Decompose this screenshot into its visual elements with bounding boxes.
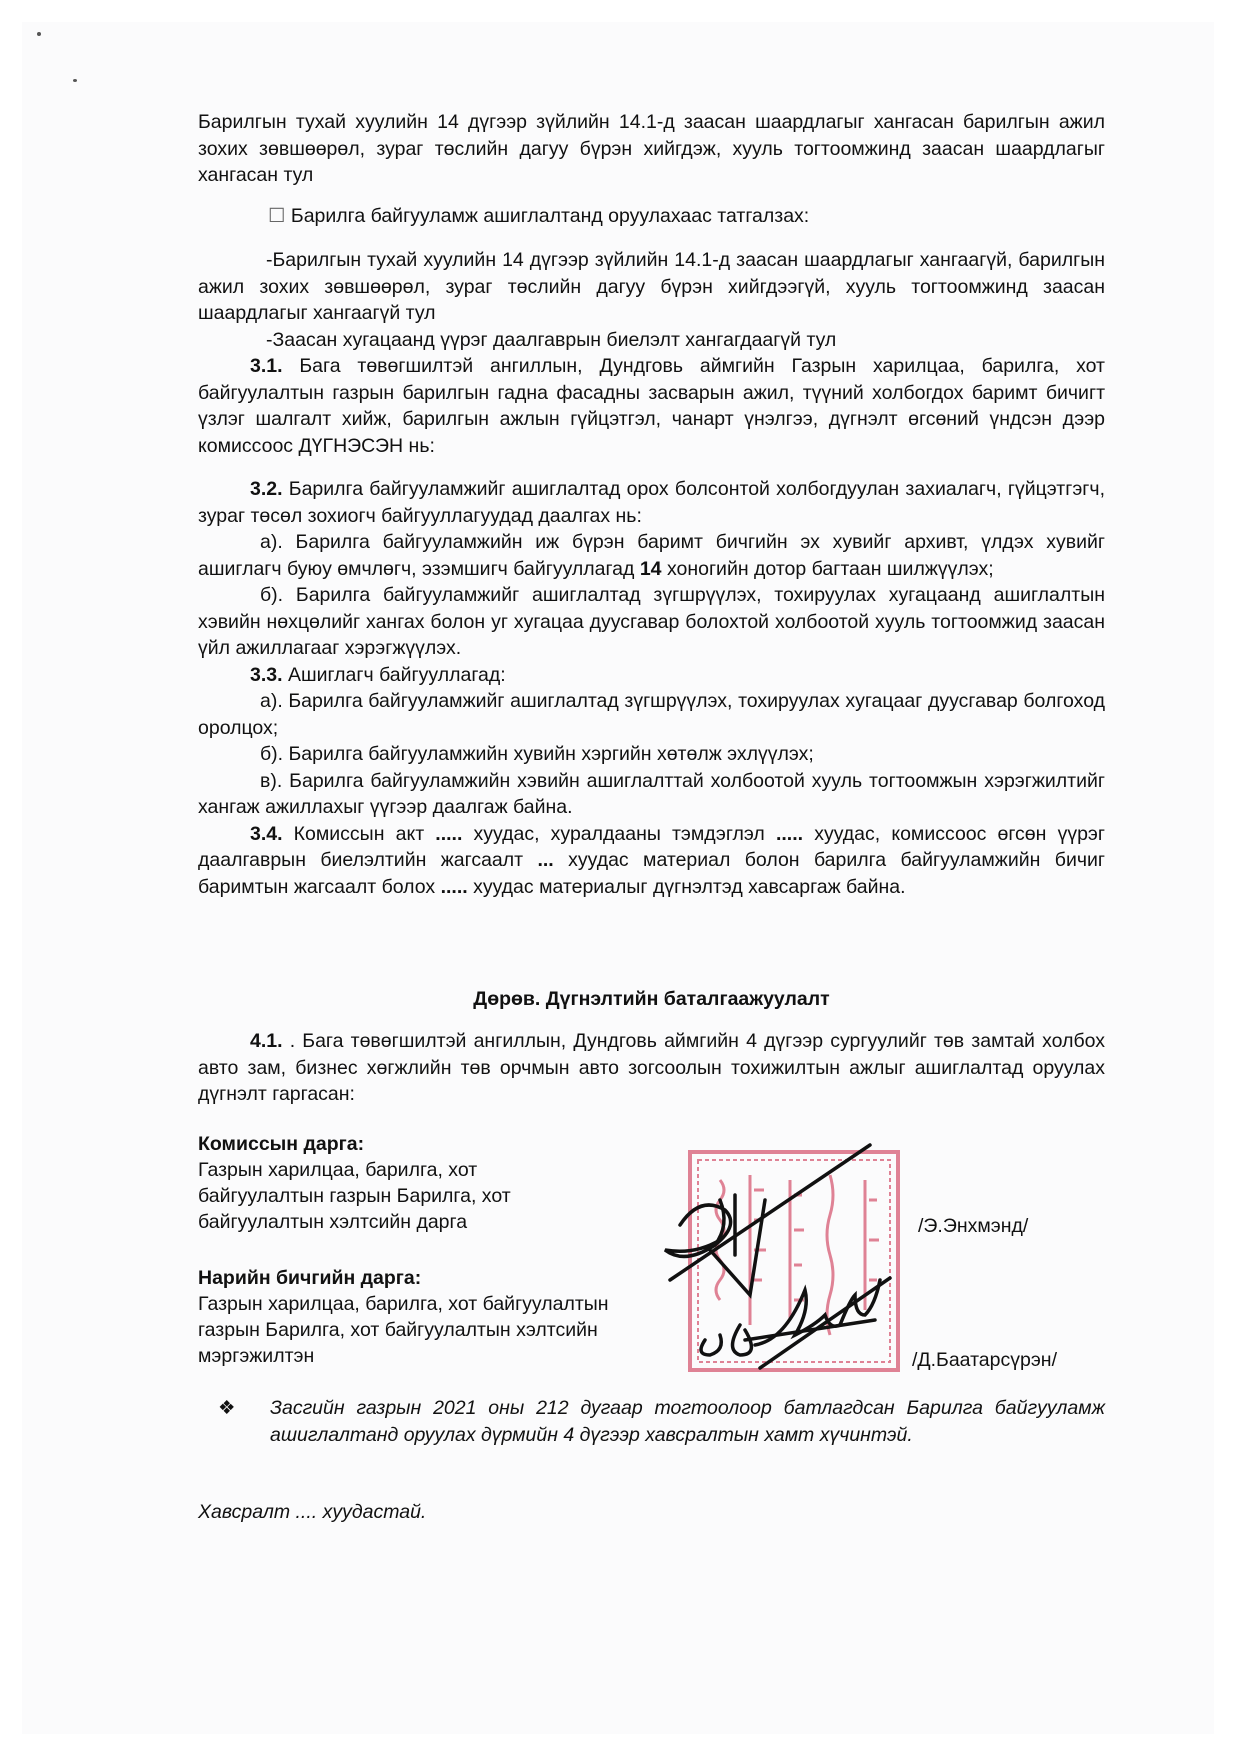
days-count: 14 — [639, 557, 662, 580]
intro-paragraph — [198, 109, 1105, 189]
section-number: 3.2. — [250, 478, 283, 500]
secretary-block — [198, 1265, 609, 1369]
stamp-and-signatures — [650, 1140, 930, 1400]
checkbox-icon: ☐ — [268, 205, 286, 227]
paragraph-text: Бага төвөгшилтэй ангиллын, Дундговь аймгийн Газрын харилцаа, барилга, хот байгуулалтын газрын барилгын гадна фасадны засварын ажил, түүний холбогдох баримт бичигт үзлэг шалгалт хийж, барилгын ажлын гүйцэтгэл, чанарт үнэлгээ, дүгнэлт өгсөний үндсэн дээр комиссоос ДҮГНЭСЭН нь: — [198, 355, 1105, 457]
paragraph-text: Барилгын тухай хуулийн 14 дүгээр зүйлийн 14.1-д заасан шаардлагыг хангасан барилгын ажил зохих зөвшөөрөл, зураг төслийн дагуу бүрэн хийгдэж, хууль тогтоомжинд заасан шаардлагыг хангасан тул — [198, 111, 1105, 186]
item-a-text: а). Барилга байгууламжийг ашиглалтад зүгшрүүлэх, тохируулах хугацааг дуусгавар болгоход оролцох; — [198, 690, 1105, 739]
section-4-1 — [198, 1028, 1105, 1108]
chair-signature — [665, 1145, 870, 1295]
reason-1: -Барилгын тухай хуулийн 14 дүгээр зүйлийн 14.1-д заасан шаардлагыг хангаагүй, барилгын ажил зохих зөвшөөрөл, зураг төслийн дагуу бүрэн хийгдээгүй, хууль тогтоомжинд заасан шаардлагыг хангаагүй тул — [198, 249, 1105, 324]
reason-2: -Заасан хугацаанд үүрэг даалгаврын биелэлт хангагдаагүй тул — [266, 328, 837, 351]
reject-heading — [198, 203, 1105, 230]
section-number: 3.1. — [250, 355, 283, 377]
secretary-position: Газрын харилцаа, барилга, хот байгуулалтын — [198, 1293, 609, 1315]
item-c-text: в). Барилга байгууламжийн хэвийн ашиглалттай холбоотой хууль тогтоомжын хэрэгжилтийг хангаж ажиллахыг үүгээр даалгаж байна. — [198, 769, 1105, 818]
footnote-text: Засгийн газрын 2021 оны 212 дугаар тогтоолоор батлагдсан Барилга байгууламж ашиглалтанд оруулах дүрмийн 4 дүгээр хавсралтын хамт хүчинтэй. — [270, 1397, 1105, 1446]
chair-block — [198, 1131, 511, 1235]
footnote — [218, 1395, 1105, 1448]
chair-position: байгуулалтын хэлтсийн дарга — [198, 1211, 468, 1233]
attachment-note: Хавсралт .... хуудастай. — [198, 1501, 427, 1523]
section-number: 3.4. — [250, 822, 283, 845]
chair-title: Комиссын дарга: — [198, 1133, 365, 1155]
bullet-icon: ❖ — [218, 1397, 236, 1419]
item-a-text-end: хоногийн дотор багтаан шилжүүлэх; — [661, 557, 994, 580]
chair-name: /Э.Энхмэнд/ — [918, 1215, 1029, 1237]
secretary-title: Нарийн бичгийн дарга: — [198, 1267, 422, 1289]
secretary-position: газрын Барилга, хот байгуулалтын хэлтсийн — [198, 1319, 598, 1341]
section-4-heading: Дөрөв. Дүгнэлтийн баталгаажуулалт — [473, 988, 830, 1010]
chair-position: Газрын харилцаа, барилга, хот — [198, 1159, 478, 1181]
reject-reasons — [198, 247, 1105, 353]
scan-speck — [73, 79, 77, 82]
section-number: 4.1. — [250, 1030, 283, 1052]
section-number: 3.3. — [250, 663, 283, 686]
scan-speck — [37, 32, 41, 36]
chair-position: байгуулалтын газрын Барилга, хот — [198, 1185, 511, 1207]
secretary-name: /Д.Баатарсүрэн/ — [912, 1349, 1057, 1371]
paragraph-text: Ашиглагч байгууллагад: — [282, 663, 506, 686]
section-3-2: 3.2. Барилга байгууламжийг ашиглалтад орох болсонтой холбогдуулан захиалагч, гүйцэтгэгч, зураг төсөл зохиогч байгууллагуудад даалгах нь: а). Барилга байгууламжийн иж бүрэн баримт бичгийн эх хувийг архивт, үлдэх хувийг ашиглагч буюу өмчлөгч, эзэмшигч байгууллагад 14 хоногийн дотор багтаан шилжүүлэх; б). Барилга байгууламжийг ашиглалтад зүгшрүүлэх, тохируулах хугацаанд ашиглалтын хэвийн нөхцөлийг хангах болон уг хугацаа дуусгавар болохтой холбоотой хууль тогтоомжид заасан үйл ажиллагааг хэрэгжүүлэх. 3.3. Ашиглагч байгууллагад: а). Барилга байгууламжийг ашиглалтад зүгшрүүлэх, тохируулах хугацааг дуусгавар болгоход оролцох; б). Барилга байгууламжийн хувийн хэргийн хөтөлж эхлүүлэх; в). Барилга байгууламжийн хэвийн ашиглалттай холбоотой хууль тогтоомжын хэрэгжилтийг хангаж ажиллахыг үүгээр даалгаж байна. 3.4. Комиссын акт ..... хуудас, хуралдааны тэмдэглэл ..... хуудас, комиссоос өгсөн үүрэг даалгаврын биелэлтийн жагсаалт ... хуудас материал болон барилга байгууламжийн бичиг баримтын жагсаалт болох ..... хуудас материалыг дүгнэлтэд хавсаргаж байна. — [198, 478, 1106, 898]
item-b-text: б). Барилга байгууламжийг ашиглалтад зүгшрүүлэх, тохируулах хугацаанд ашиглалтын хэвийн нөхцөлийг хангах болон уг хугацаа дуусгавар болохтой холбоотой хууль тогтоомжид заасан үйл ажиллагааг хэрэгжүүлэх. — [198, 584, 1105, 659]
paragraph-text: Барилга байгууламж ашиглалтанд оруулахаас татгалзах: — [290, 205, 810, 227]
paragraph-text: Барилга байгууламжийг ашиглалтад орох болсонтой холбогдуулан захиалагч, гүйцэтгэгч, зураг төсөл зохиогч байгууллагуудад даалгах нь: — [198, 478, 1105, 527]
item-a-text: а). Барилга байгууламжийн иж бүрэн баримт бичгийн эх хувийг архивт, үлдэх хувийг ашиглагч буюу өмчлөгч, эзэмшигч байгууллагад — [198, 531, 1105, 580]
item-b-text: б). Барилга байгууламжийн хувийн хэргийн хөтөлж эхлүүлэх; — [260, 743, 814, 765]
paragraph-text: . Бага төвөгшилтэй ангиллын, Дундговь аймгийн 4 дүгээр сургуулийг төв замтай холбох авто зам, бизнес хөгжлийн төв орчмын авто зогсоолын тохижилтын ажлыг ашиглалтад оруулах дүгнэлт гаргасан: — [198, 1030, 1105, 1105]
secretary-signature — [701, 1278, 890, 1368]
section-3-1 — [198, 353, 1105, 459]
secretary-position: мэргэжилтэн — [198, 1345, 315, 1367]
